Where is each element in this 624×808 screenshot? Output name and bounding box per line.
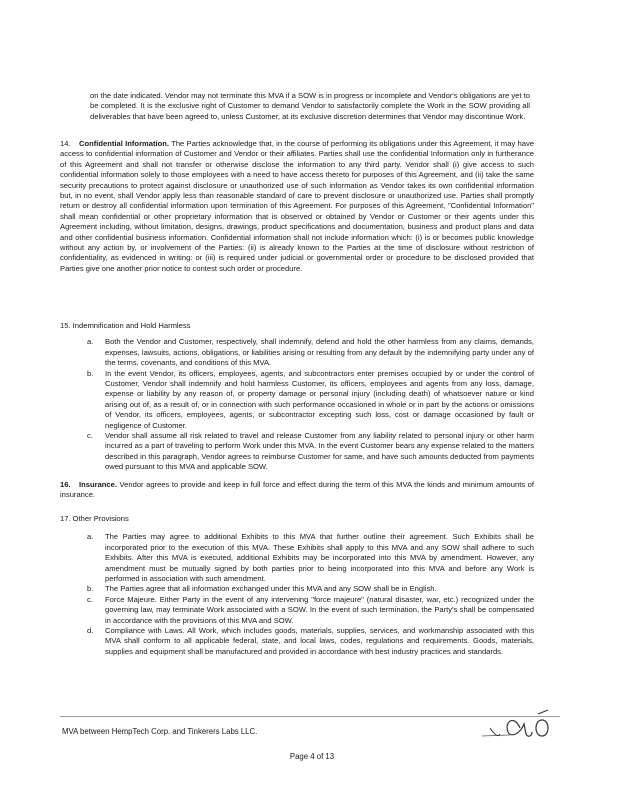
section-16-insurance xyxy=(60,480,534,501)
section-14-paragraph xyxy=(60,139,534,274)
section-14-body: The Parties acknowledge that, in the course of performing its obligations under this Agreement, it may have access to confidential information of Customer and Vendor or their affiliates. Parties shall use the confidential Information only in furtherance of this Agreement and shall not transfer or otherwise disclose the information to any third party. Vendor shall (i) give access to such confidential information solely to those employees with a need to have access thereto for purposes of this Agreement, and (ii) take the same security precautions to protect against disclosure or unauthorized use of such information as Vendor takes its own confidential information but, in no event, shall Vendor apply less than reasonable standard of care to prevent disclosure or unauthorized use. Parties shall promptly return or destroy all confidential information upon termination of this Agreement. For purposes of this Agreement, "Confidential Information" shall mean confidential or other proprietary information that is observed or obtained by Vendor or Customer or their agents under this Agreement including, without limitation, designs, drawings, product specifications and documentation, business and product plans and data and other confidential business information. Confidential information shall not include information which: (i) is or becomes public knowledge without any action by, or involvement of the Parties: (ii) is already known to the Parties at the time of disclosure without restriction of confidentiality, as evidenced in writing: or (iii) is required under judicial or governmental order or procedure to be disclosed provided that Parties give one another prior notice to contest such order or procedure. xyxy=(60,139,534,273)
footer-agreement-name: MVA between HempTech Corp. and Tinkerers Labs LLC. xyxy=(62,727,258,736)
section-15-list xyxy=(79,337,534,472)
section-15-item-c: c. Vendor shall assume all risk related to travel and release Customer from any liability related to personal injury or other harm incurred as a part of traveling to perform Work under this MVA. In the event Customer bears any expense related to the matters described in this paragraph, Vendor agrees to reimburse Customer for same, and have such amounts deducted from payments owed pursuant to this MVA and applicable SOW. xyxy=(87,431,534,472)
section-15-heading: 15. Indemnification and Hold Harmless xyxy=(60,321,191,330)
section-15-item-a: a. Both the Vendor and Customer, respectively, shall indemnify, defend and hold the other harmless from any claims, demands, expenses, lawsuits, actions, obligations, or liabilities arising or resulting from any default by the indemnifying party under any of the terms, covenants, and conditions of this MVA. xyxy=(87,337,534,368)
section-15-item-b: b. In the event Vendor, its officers, employees, agents, and subcontractors enter premises occupied by or under the control of Customer, Vendor shall indemnify and hold harmless Customer, its officers, employees and agents from any loss, damage, expense or liability by any reason of, or property damage or personal injury (including death) of whatsoever nature or kind arising out of, as a result of, or in connection with such performance occasioned in whole or in part by the actions or omissions of Vendor, its officers, employees, agents, or subcontractor excepting such loss, cost or damage occasioned by fault or negligence of Customer. xyxy=(87,368,534,430)
section-17-item-c: c. Force Majeure. Either Party in the event of any intervening "force majeure" (natural disaster, war, etc.) recognized under the governing law, may terminate Work associated with a SOW. In the event of such termination, the Party's shall be compensated in accordance with the provisions of this MVA and SOW. xyxy=(87,594,534,625)
continuation-paragraph: on the date indicated. Vendor may not terminate this MVA if a SOW is in progress or incomplete and Vendor's obligations are yet to be completed. It is the exclusive right of Customer to demand Vendor to satisfactorily complete the Work in the SOW providing all deliverables that have been agreed to, unless Customer, at its exclusive discretion determines that Vendor may discontinue Work. xyxy=(90,91,530,121)
section-16-title: Insurance. xyxy=(79,480,117,489)
initials-signature xyxy=(480,704,560,744)
section-16-body: Vendor agrees to provide and keep in full force and effect during the term of this MVA the kinds and minimum amounts of insurance. xyxy=(60,480,534,500)
section-17-item-b: b. The Parties agree that all information exchanged under this MVA and any SOW shall be in English. xyxy=(87,584,437,594)
section-17-list xyxy=(79,532,534,657)
section-17-item-a: a. The Parties may agree to additional Exhibits to this MVA that further outline their agreement. Such Exhibits shall be incorporated prior to the execution of this MVA. These Exhibits shall apply to this MVA and any SOW shall adhere to such Exhibits. After this MVA is executed, additional Exhibits may be incorporated into this MVA by amendment. However, any amendment must be mutually signed by both parties prior to being incorporated into this MVA and before any Work is performed in association with such amendment. xyxy=(87,532,534,584)
section-14-number: 14. xyxy=(60,139,71,148)
section-17-other-provisions xyxy=(60,514,534,657)
section-17-heading: 17. Other Provisions xyxy=(60,514,129,523)
section-15-indemnification xyxy=(60,321,534,473)
section-16-number: 16. xyxy=(60,480,71,489)
section-17-item-d: d. Compliance with Laws. All Work, which includes goods, materials, supplies, services, and workmanship associated with this MVA shall conform to all applicable federal, state, and local laws, codes, regulations and requirements. Goods, materials, supplies and equipment shall be manufactured and provided in accordance with best industry practices and standards. xyxy=(87,626,534,656)
section-14-confidential-information xyxy=(60,139,534,274)
page-number: Page 4 of 13 xyxy=(289,752,335,761)
section-16-paragraph xyxy=(60,480,534,501)
section-14-title: Confidential Information. xyxy=(79,139,170,148)
